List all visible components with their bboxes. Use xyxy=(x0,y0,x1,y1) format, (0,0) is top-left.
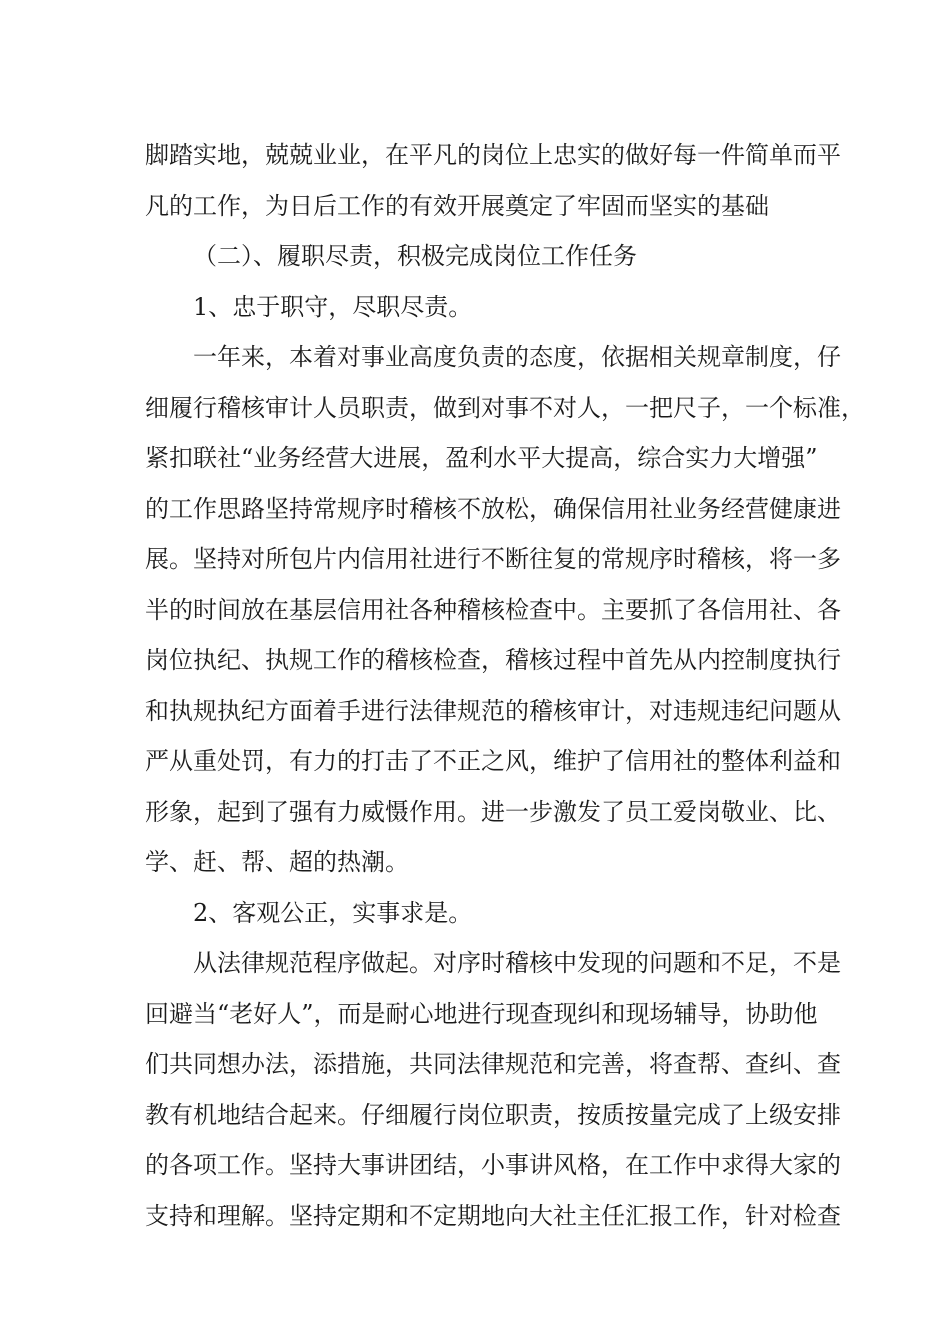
subsection-heading: 2、客观公正，实事求是。 xyxy=(193,898,473,927)
paragraph-line: 脚踏实地，兢兢业业，在平凡的岗位上忠实的做好每一件简单而平 xyxy=(145,141,841,169)
paragraph-line: 严从重处罚，有力的打击了不正之风，维护了信用社的整体利益和 xyxy=(145,747,841,775)
paragraph-line: 一年来，本着对事业高度负责的态度，依据相关规章制度，仔 xyxy=(193,343,841,371)
paragraph-line: 紧扣联社“业务经营大进展，盈利水平大提高，综合实力大增强” xyxy=(145,444,818,472)
paragraph-line: 从法律规范程序做起。对序时稽核中发现的问题和不足，不是 xyxy=(193,949,841,977)
paragraph-line: 教有机地结合起来。仔细履行岗位职责，按质按量完成了上级安排 xyxy=(145,1100,841,1129)
document-body xyxy=(145,130,865,1241)
paragraph-line: 学、赶、帮、超的热潮。 xyxy=(145,848,409,876)
paragraph-line: 回避当“老好人”，而是耐心地进行现查现纠和现场辅导，协助他 xyxy=(145,999,818,1028)
subsection-heading: 1、忠于职守，尽职尽责。 xyxy=(193,292,473,321)
paragraph-line: 细履行稽核审计人员职责，做到对事不对人，一把尺子，一个标准， xyxy=(145,393,865,422)
paragraph-line: 和执规执纪方面着手进行法律规范的稽核审计，对违规违纪问题从 xyxy=(145,696,841,725)
paragraph-line: 半的时间放在基层信用社各种稽核检查中。主要抓了各信用社、各 xyxy=(145,595,841,624)
paragraph-line: 的各项工作。坚持大事讲团结，小事讲风格，在工作中求得大家的 xyxy=(145,1151,841,1179)
paragraph-line: 们共同想办法，添措施，共同法律规范和完善，将查帮、查纠、查 xyxy=(145,1050,841,1078)
paragraph-line: 岗位执纪、执规工作的稽核检查，稽核过程中首先从内控制度执行 xyxy=(145,646,841,674)
paragraph-line: 展。坚持对所包片内信用社进行不断往复的常规序时稽核，将一多 xyxy=(145,545,841,573)
paragraph-line: 支持和理解。坚持定期和不定期地向大社主任汇报工作，针对检查 xyxy=(145,1201,841,1230)
paragraph-line: 的工作思路坚持常规序时稽核不放松，确保信用社业务经营健康进 xyxy=(145,494,841,523)
paragraph-line: 凡的工作，为日后工作的有效开展奠定了牢固而坚实的基础 xyxy=(145,191,769,220)
paragraph-line: 形象，起到了强有力威慑作用。进一步激发了员工爱岗敬业、比、 xyxy=(145,797,841,826)
section-heading: （二）、履职尽责，积极完成岗位工作任务 xyxy=(193,242,637,270)
